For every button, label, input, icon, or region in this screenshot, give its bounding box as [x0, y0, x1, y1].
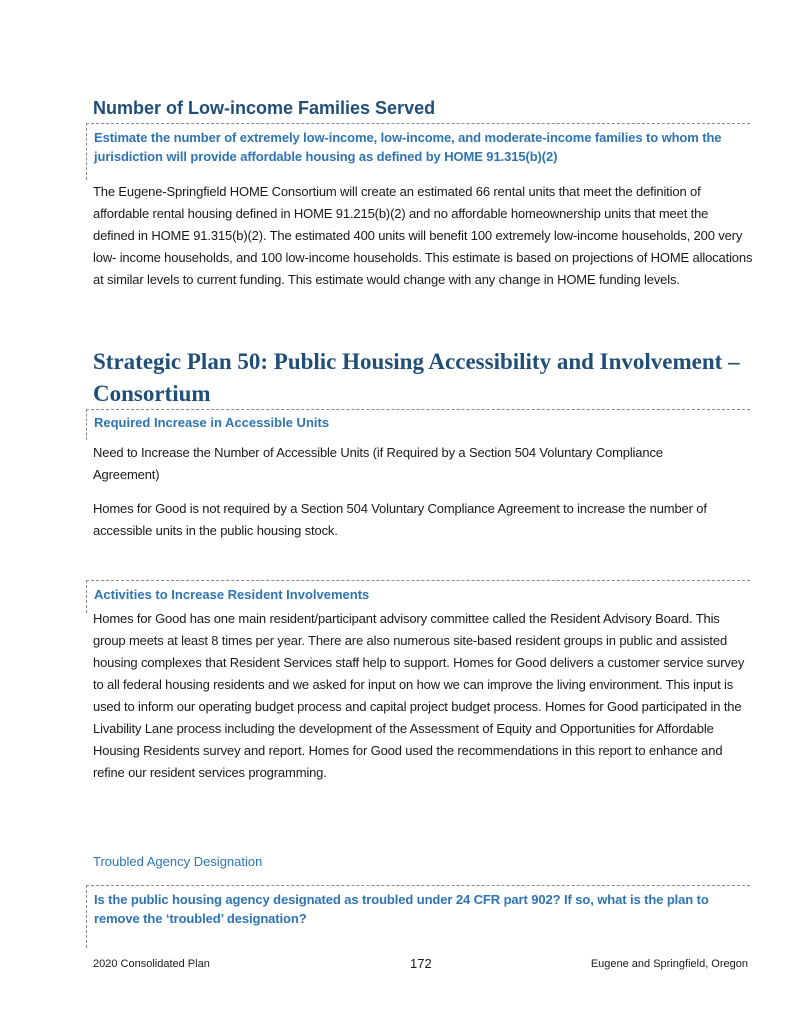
question-accessible-units: Need to Increase the Number of Accessible Units (if Required by a Section 504 Voluntary Compliance Agreement) [93, 445, 663, 482]
footer-page-number: 172 [410, 956, 432, 971]
body-accessible-units: Homes for Good is not required by a Section 504 Voluntary Compliance Agreement to increase the number of accessible units in the public housing stock. [93, 501, 707, 538]
section-heading-low-income-families: Number of Low-income Families Served [93, 98, 436, 118]
question-box-troubled-agency [86, 885, 750, 948]
subsection-title-accessible-units: Required Increase in Accessible Units [94, 415, 330, 430]
question-box-low-income [86, 123, 750, 180]
subsection-title-troubled-agency: Troubled Agency Designation [93, 854, 263, 869]
question-troubled-agency: Is the public housing agency designated as troubled under 24 CFR part 902? If so, what is the plan to remove the ‘troubled’ designation? [94, 892, 709, 926]
body-resident-involvement: Homes for Good has one main resident/participant advisory committee called the Resident Advisory Board. This group meets at least 8 times per year. There are also numerous site-based resident groups in public and assisted housing complexes that Resident Services staff help to support. Homes for Good delivers a customer service survey to all federal housing residents and we asked for input on how we can improve the living environment. This input is used to inform our operating budget process and capital project budget process. Homes for Good participated in the Livability Lane process including the development of the Assessment of Equity and Opportunities for Affordable Housing Residents survey and report. Homes for Good used the recommendations in this report to enhance and refine our resident services programming. [93, 611, 745, 780]
question-low-income-estimate: Estimate the number of extremely low-income, low-income, and moderate-income families to whom the jurisdiction will provide affordable housing as defined by HOME 91.315(b)(2) [94, 130, 722, 164]
subsection-title-resident-involvement: Activities to Increase Resident Involvements [94, 587, 370, 602]
footer-jurisdiction: Eugene and Springfield, Oregon [590, 958, 748, 970]
question-box-accessible-units [86, 409, 750, 440]
section-heading-strategic-plan-50: Strategic Plan 50: Public Housing Accessibility and Involvement – Consortium [93, 349, 740, 406]
body-low-income-estimate: The Eugene-Springfield HOME Consortium will create an estimated 66 rental units that meet the definition of affordable rental housing defined in HOME 91.215(b)(2) and no affordable homeownership units that meet the defined in HOME 91.315(b)(2). The estimated 400 units will benefit 100 extremely low-income households, 200 very low- income households, and 100 low-income households. This estimate is based on projections of HOME allocations at similar levels to current funding. This estimate would change with any change in HOME funding levels. [93, 184, 753, 287]
footer-document-title: 2020 Consolidated Plan [93, 958, 210, 970]
